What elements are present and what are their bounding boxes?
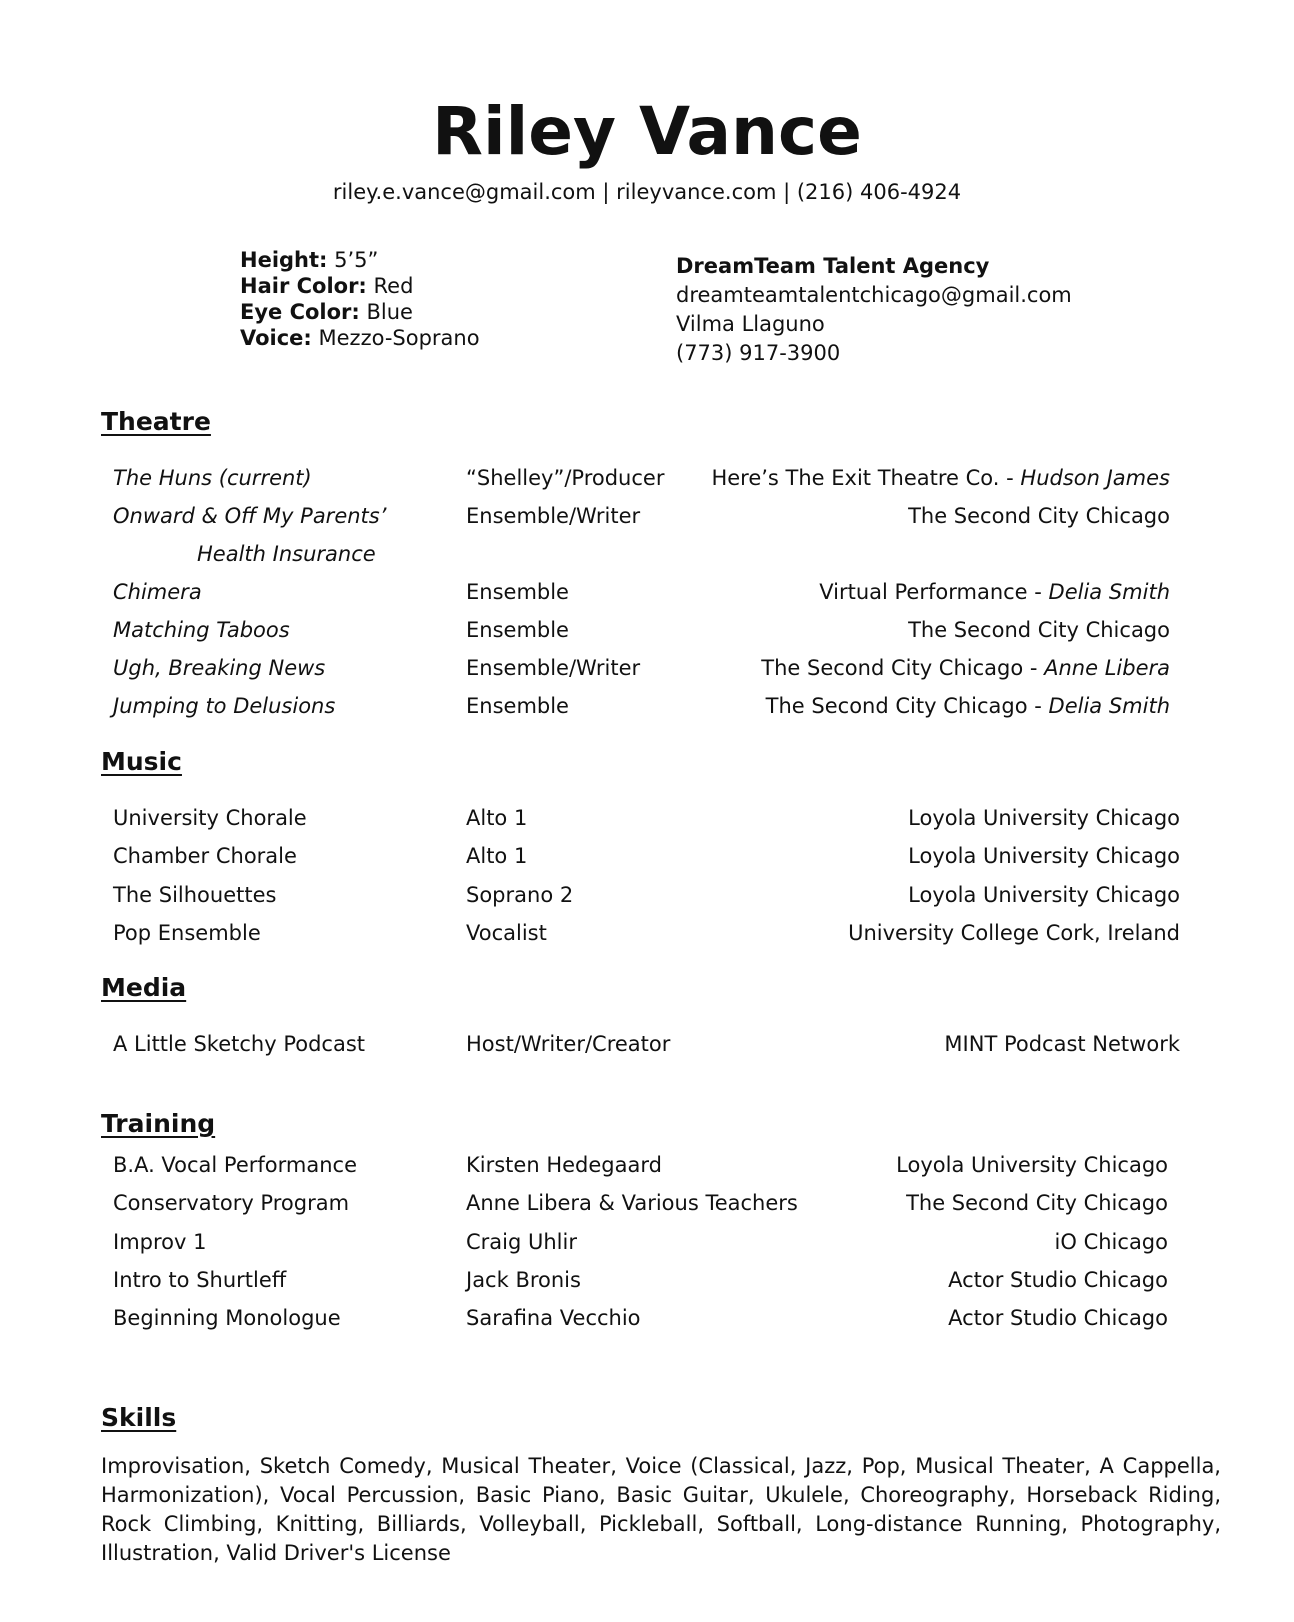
table-row: Pop Ensemble Vocalist University College Cork, Ireland [113,921,1180,945]
section-title-theatre: Theatre [101,407,211,436]
skills-paragraph: Improvisation, Sketch Comedy, Musical Theater, Voice (Classical, Jazz, Pop, Musical Theater, A Cappella, Harmonization), Vocal Percussion, Basic Piano, Basic Guitar, Ukulele, Choreography, Horseback Riding, Rock Climbing, Knitting, Billiards, Volleyball, Pickleball, Softball, Long-distance Running, Photography, Illustration, Valid Driver's License [101,1454,1221,1565]
table-row: B.A. Vocal Performance Kirsten Hedegaard Loyola University Chicago [113,1153,1168,1177]
stat-hair-color: Hair Color: Red [240,274,414,298]
table-row: University Chorale Alto 1 Loyola University Chicago [113,806,1180,830]
table-row: The Silhouettes Soprano 2 Loyola University Chicago [113,883,1180,907]
physical-stats [240,247,480,351]
section-title-training: Training [101,1109,216,1138]
stat-height: Height: 5’5” [240,248,379,272]
table-row: Improv 1 Craig Uhlir iO Chicago [113,1230,1168,1254]
table-row: Conservatory Program Anne Libera & Various Teachers The Second City Chicago [113,1191,1168,1215]
contact-line: riley.e.vance@gmail.com | rileyvance.com | (216) 406-4924 [332,180,962,204]
table-row: Ugh, Breaking News Ensemble/Writer The Second City Chicago - Anne Libera [113,656,1170,680]
table-row: Onward & Off My Parents’ Health Insurance Ensemble/Writer The Second City Chicago [113,504,1170,566]
section-title-skills: Skills [101,1403,177,1432]
table-row: Matching Taboos Ensemble The Second City Chicago [113,618,1170,642]
stat-voice: Voice: Mezzo-Soprano [240,326,480,350]
agency-phone: (773) 917-3900 [676,341,841,365]
agency-name: DreamTeam Talent Agency [676,254,990,278]
table-row: The Huns (current) “Shelley”/Producer Here’s The Exit Theatre Co. - Hudson James [113,466,1170,490]
table-row: Beginning Monologue Sarafina Vecchio Actor Studio Chicago [113,1306,1168,1330]
table-row: Chamber Chorale Alto 1 Loyola University Chicago [113,844,1180,868]
agency-email: dreamteamtalentchicago@gmail.com [676,283,1072,307]
section-title-media: Media [101,973,187,1002]
table-row: Chimera Ensemble Virtual Performance - Delia Smith [113,580,1170,604]
page-title: Riley Vance [432,93,862,170]
table-row: A Little Sketchy Podcast Host/Writer/Creator MINT Podcast Network [113,1032,1180,1056]
stat-eye-color: Eye Color: Blue [240,300,413,324]
agency-block [676,252,1072,368]
agency-contact-person: Vilma Llaguno [676,312,825,336]
table-row: Jumping to Delusions Ensemble The Second City Chicago - Delia Smith [113,694,1170,718]
table-row: Intro to Shurtleff Jack Bronis Actor Studio Chicago [113,1268,1168,1292]
section-title-music: Music [101,747,182,776]
